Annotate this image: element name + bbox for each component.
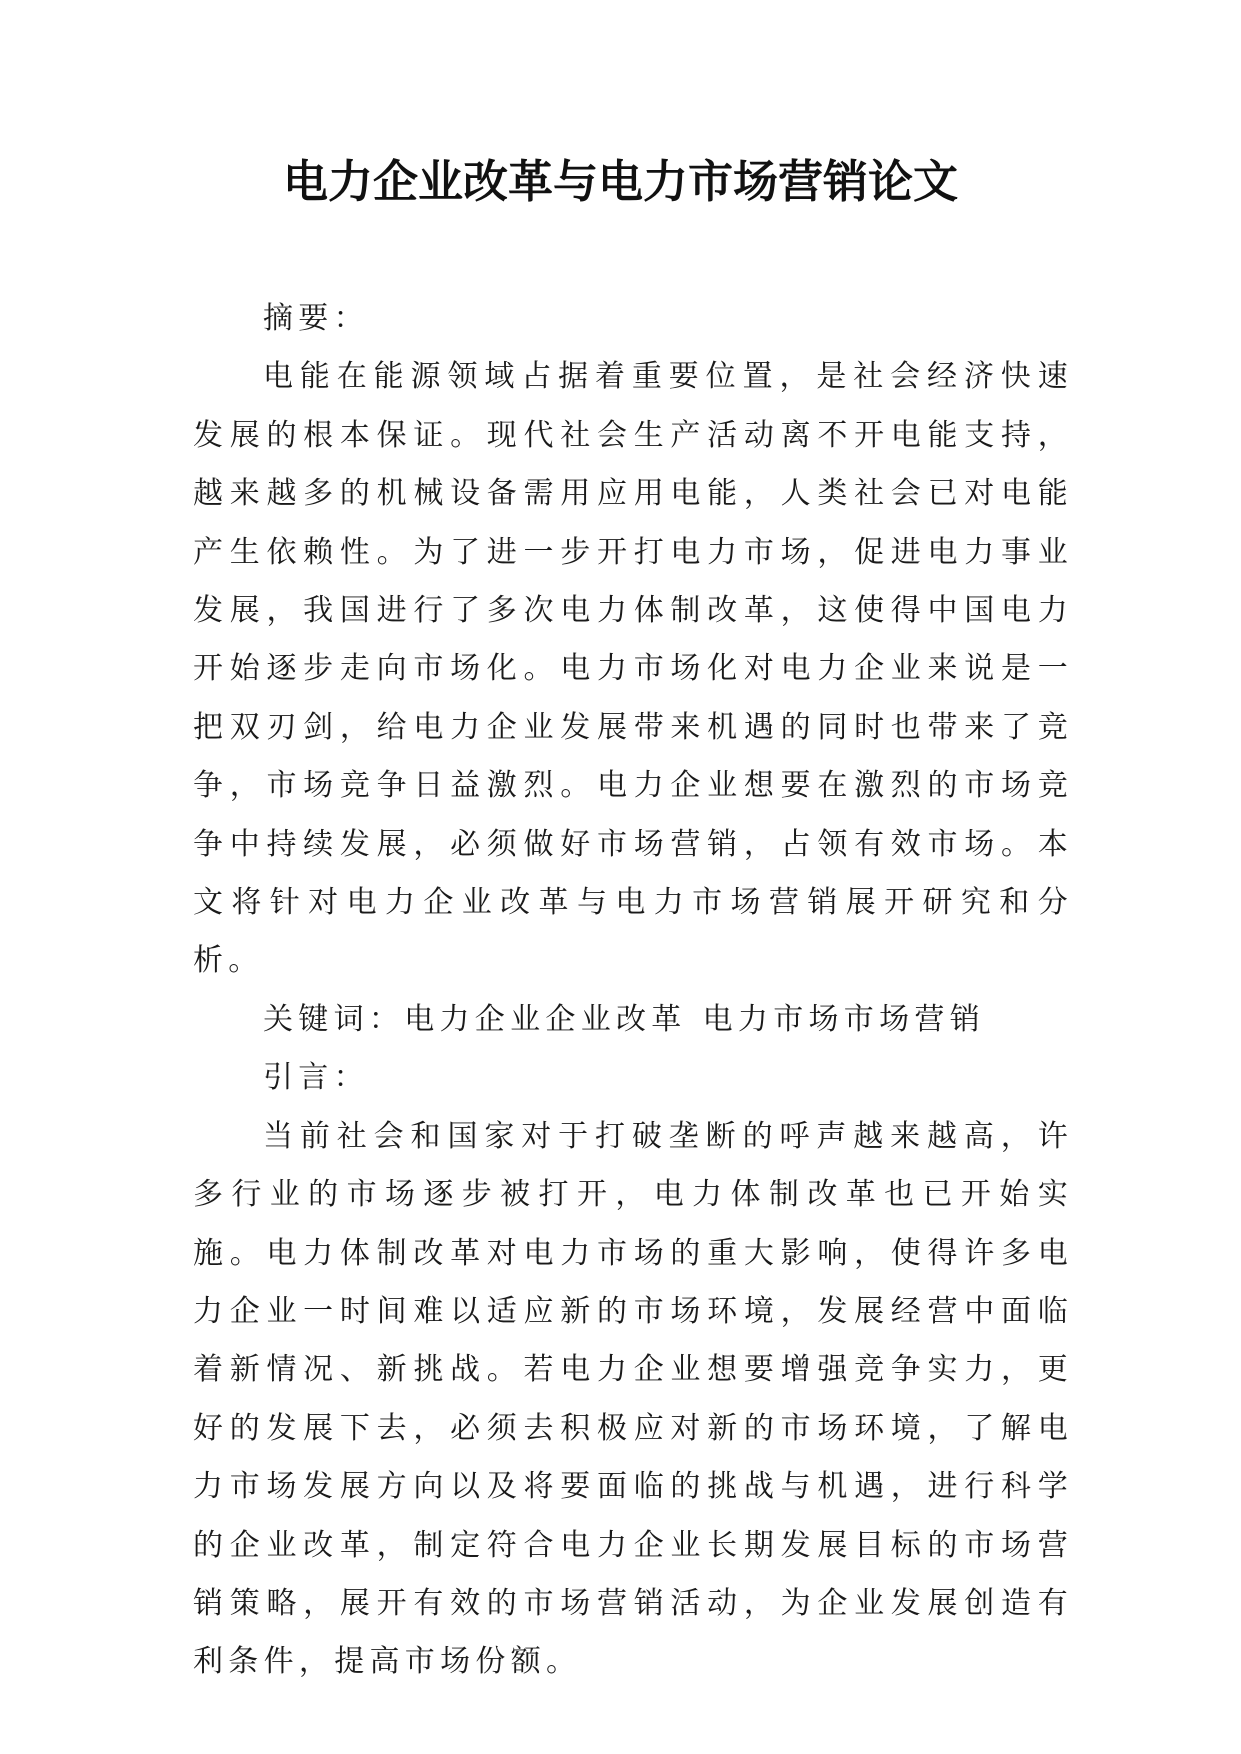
keyword-item: 电力企业企业改革 bbox=[404, 1001, 687, 1037]
document-body bbox=[193, 290, 1073, 1692]
keywords-label: 关键词： bbox=[263, 1001, 405, 1037]
keyword-item: 电力市场市场营销 bbox=[702, 1001, 986, 1037]
document-title: 电力企业改革与电力市场营销论文 bbox=[282, 155, 958, 208]
intro-label: 引言： bbox=[263, 1060, 369, 1096]
abstract-paragraph: 电能在能源领域占据着重要位置，是社会经济快速发展的根本保证。现代社会生产活动离不开电能支持，越来越多的机械设备需用应用电能，人类社会已对电能产生依赖性。为了进一步开打电力市场，促进电力事业发展，我国进行了多次电力体制改革，这使得中国电力开始逐步走向市场化。电力市场化对电力企业来说是一把双刃剑，给电力企业发展带来机遇的同时也带来了竞争，市场竞争日益激烈。电力企业想要在激烈的市场竞争中持续发展，必须做好市场营销，占领有效市场。本文将针对电力企业改革与电力市场营销展开研究和分析。 bbox=[193, 359, 1073, 979]
intro-paragraph: 当前社会和国家对于打破垄断的呼声越来越高，许多行业的市场逐步被打开，电力体制改革也已开始实施。电力体制改革对电力市场的重大影响，使得许多电力企业一时间难以适应新的市场环境，发展经营中面临着新情况、新挑战。若电力企业想要增强竞争实力，更好的发展下去，必须去积极应对新的市场环境，了解电力市场发展方向以及将要面临的挑战与机遇，进行科学的企业改革，制定符合电力企业长期发展目标的市场营销策略，展开有效的市场营销活动，为企业发展创造有利条件，提高市场份额。 bbox=[193, 1118, 1073, 1680]
abstract-label: 摘要： bbox=[263, 301, 369, 336]
keywords-line bbox=[193, 991, 1073, 1049]
